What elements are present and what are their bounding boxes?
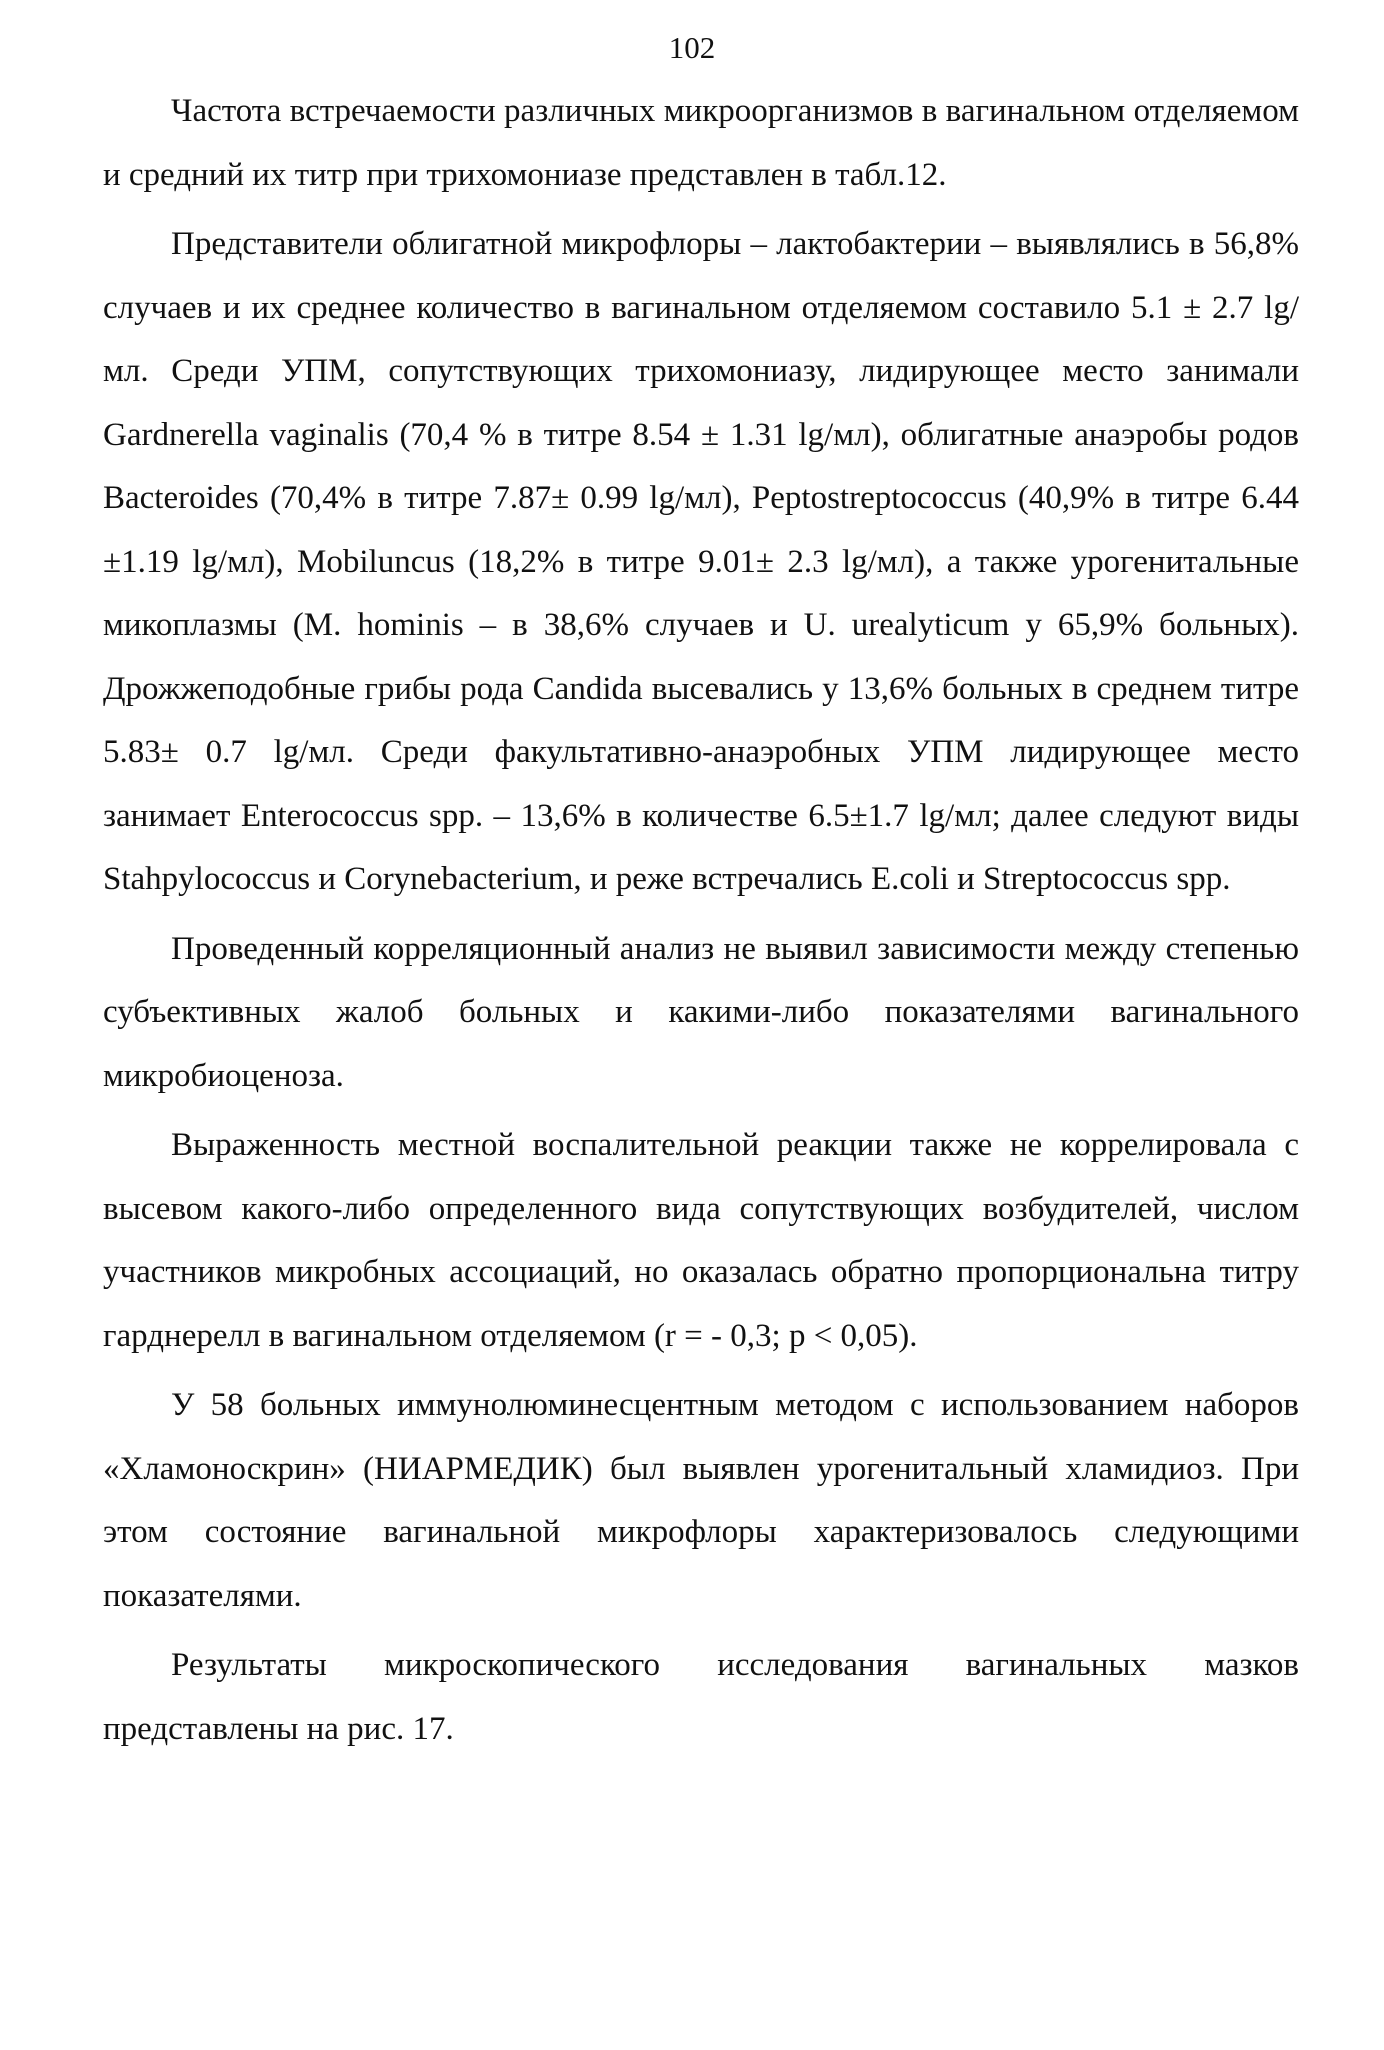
body-text [103, 80, 1299, 1761]
paragraph-6: Результаты микроскопического исследования вагинальных мазков представлены на рис. 17. [103, 1647, 1299, 1747]
paragraph-2: Представители облигатной микрофлоры – лактобактерии – выявлялись в 56,8% случаев и их среднее количество в вагинальном отделяемом составило 5.1 ± 2.7 lg/мл. Среди УПМ, сопутствующих трихомониазу, лидирующее место занимали Gardnerella vaginalis (70,4 % в титре 8.54 ± 1.31 lg/мл), облигатные анаэробы родов Bacteroides (70,4% в титре 7.87± 0.99 lg/мл), Peptostreptococcus (40,9% в титре 6.44 ±1.19 lg/мл), Mobiluncus (18,2% в титре 9.01± 2.3 lg/мл), а также урогенитальные микоплазмы (M. hominis – в 38,6% случаев и U. urealyticum у 65,9% больных). Дрожжеподобные грибы рода Candida высевались у 13,6% больных в среднем титре 5.83± 0.7 lg/мл. Среди факультативно-анаэробных УПМ лидирующее место занимает Enterococcus spp. – 13,6% в количестве 6.5±1.7 lg/мл; далее следуют виды Stahpylococcus и Corynebacterium, и реже встречались E.coli и Streptococcus spp. [103, 226, 1299, 897]
paragraph-4: Выраженность местной воспалительной реакции также не коррелировала с высевом какого-либо определенного вида сопутствующих возбудителей, числом участников микробных ассоциаций, но оказалась обратно пропорциональна титру гарднерелл в вагинальном отделяемом (r = - 0,3; p < 0,05). [103, 1127, 1299, 1354]
page-number: 102 [668, 30, 716, 65]
paragraph-1: Частота встречаемости различных микроорганизмов в вагинальном отделяемом и средний их титр при трихомониазе представлен в табл.12. [103, 93, 1299, 193]
paragraph-5: У 58 больных иммунолюминесцентным методом с использованием наборов «Хламоноскрин» (НИАРМЕДИК) был выявлен урогенитальный хламидиоз. При этом состояние вагинальной микрофлоры характеризовалось следующими показателями. [103, 1387, 1299, 1614]
paragraph-3: Проведенный корреляционный анализ не выявил зависимости между степенью субъективных жалоб больных и какими-либо показателями вагинального микробиоценоза. [103, 930, 1299, 1094]
